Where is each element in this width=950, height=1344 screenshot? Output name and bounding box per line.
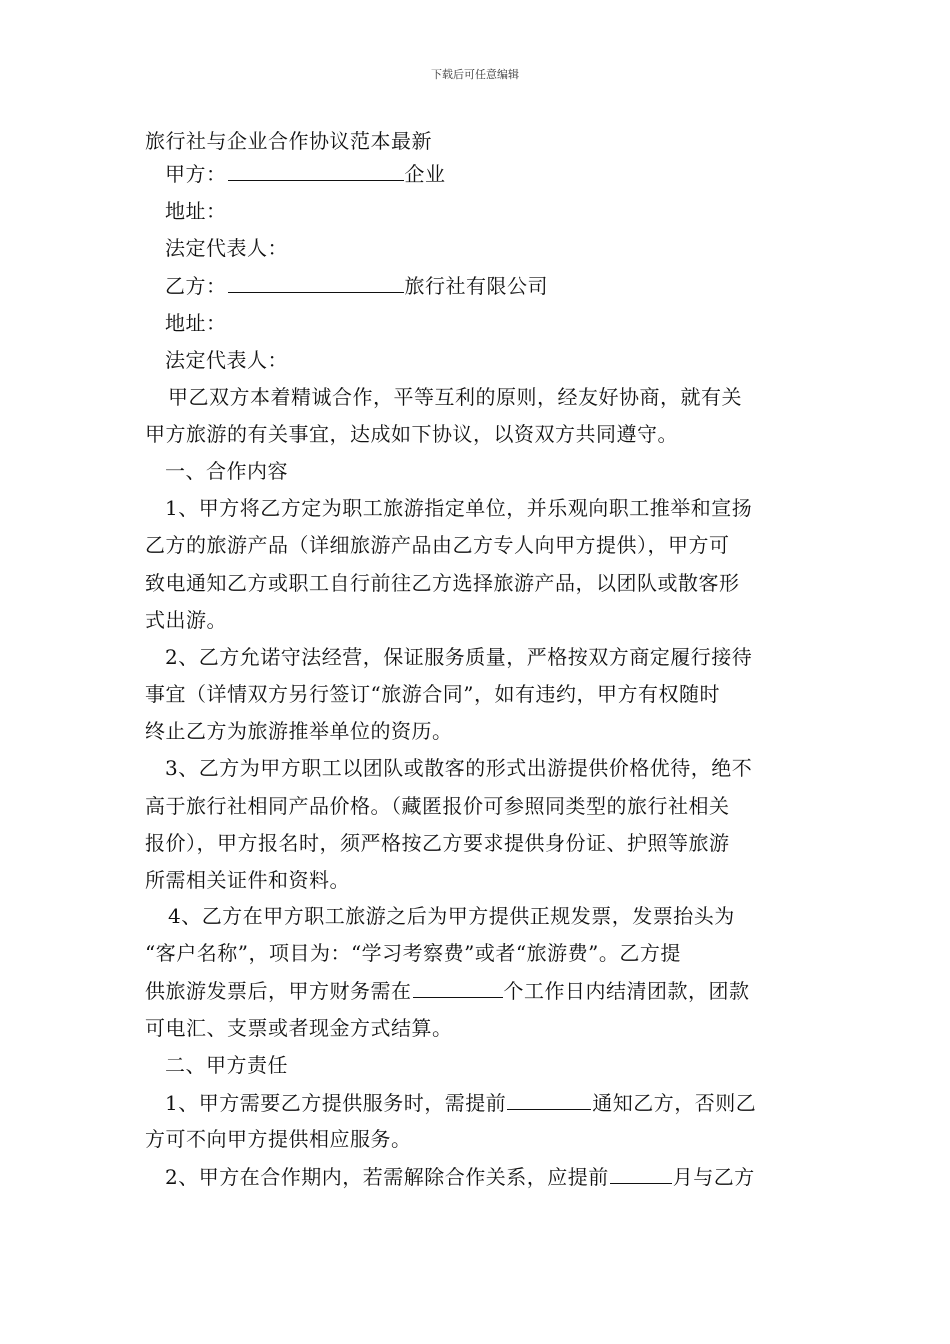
party-a-line [165, 160, 446, 187]
party-b-line [165, 272, 548, 299]
s1-p3-line-4: 所需相关证件和资料。 [145, 868, 350, 892]
party-b-address: 地址： [165, 311, 227, 335]
party-b-name-blank[interactable] [228, 272, 404, 293]
s1-p2-line-1: 2、乙方允诺守法经营，保证服务质量，严格按双方商定履行接待 [165, 645, 753, 669]
document-title: 旅行社与企业合作协议范本最新 [145, 129, 432, 153]
party-b-suffix: 旅行社有限公司 [404, 274, 548, 298]
s2-p2-line-1-after: 月与乙方 [672, 1165, 755, 1189]
s2-p2-line-1 [165, 1163, 755, 1190]
s1-p4-line-3 [145, 977, 750, 1004]
s2-p1-line-1 [165, 1089, 756, 1116]
s1-p3-line-2: 高于旅行社相同产品价格。（藏匿报价可参照同类型的旅行社相关 [145, 794, 730, 818]
s2-p1-line-1-before: 1、甲方需要乙方提供服务时，需提前 [165, 1091, 507, 1115]
section-2-title: 二、甲方责任 [165, 1053, 288, 1077]
s1-p1-line-1: 1、甲方将乙方定为职工旅游指定单位，并乐观向职工推举和宣扬 [165, 496, 753, 520]
page-header: 下载后可任意编辑 [431, 68, 519, 81]
s2-p2-line-1-before: 2、甲方在合作期内，若需解除合作关系，应提前 [165, 1165, 609, 1189]
party-a-label: 甲方： [165, 162, 227, 186]
party-a-representative: 法定代表人： [165, 236, 288, 260]
s1-p2-line-3: 终止乙方为旅游推举单位的资历。 [145, 719, 453, 743]
s1-p4-line-3-after: 个工作日内结清团款，团款 [503, 979, 750, 1003]
party-a-name-blank[interactable] [228, 160, 404, 181]
s2-p1-line-2: 方可不向甲方提供相应服务。 [145, 1127, 412, 1151]
s1-p2-line-2: 事宜（详情双方另行签订“旅游合同”，如有违约，甲方有权随时 [145, 682, 720, 706]
s1-p4-line-2: “客户名称”，项目为：“学习考察费”或者“旅游费”。乙方提 [145, 941, 681, 965]
intro-line-1: 甲乙双方本着精诚合作，平等互利的原则，经友好协商，就有关 [168, 385, 742, 409]
s1-p4-line-4: 可电汇、支票或者现金方式结算。 [145, 1016, 453, 1040]
s2-p1-line-1-after: 通知乙方，否则乙 [592, 1091, 757, 1115]
advance-notice-blank[interactable] [507, 1089, 591, 1110]
s1-p3-line-3: 报价），甲方报名时，须严格按乙方要求提供身份证、护照等旅游 [145, 831, 730, 855]
intro-line-2: 甲方旅游的有关事宜，达成如下协议，以资双方共同遵守。 [145, 422, 678, 446]
party-a-address: 地址： [165, 199, 227, 223]
s1-p1-line-3: 致电通知乙方或职工自行前往乙方选择旅游产品，以团队或散客形 [145, 571, 740, 595]
termination-months-blank[interactable] [610, 1163, 672, 1184]
payment-days-blank[interactable] [413, 977, 503, 998]
s1-p1-line-4: 式出游。 [145, 608, 227, 632]
party-b-representative: 法定代表人： [165, 348, 288, 372]
s1-p3-line-1: 3、乙方为甲方职工以团队或散客的形式出游提供价格优待，绝不 [165, 756, 753, 780]
section-1-title: 一、合作内容 [165, 459, 288, 483]
party-a-suffix: 企业 [404, 162, 446, 186]
party-b-label: 乙方： [165, 274, 227, 298]
s1-p4-line-1: 4、乙方在甲方职工旅游之后为甲方提供正规发票，发票抬头为 [168, 904, 735, 928]
s1-p1-line-2: 乙方的旅游产品（详细旅游产品由乙方专人向甲方提供），甲方可 [145, 533, 730, 557]
s1-p4-line-3-before: 供旅游发票后，甲方财务需在 [145, 979, 412, 1003]
